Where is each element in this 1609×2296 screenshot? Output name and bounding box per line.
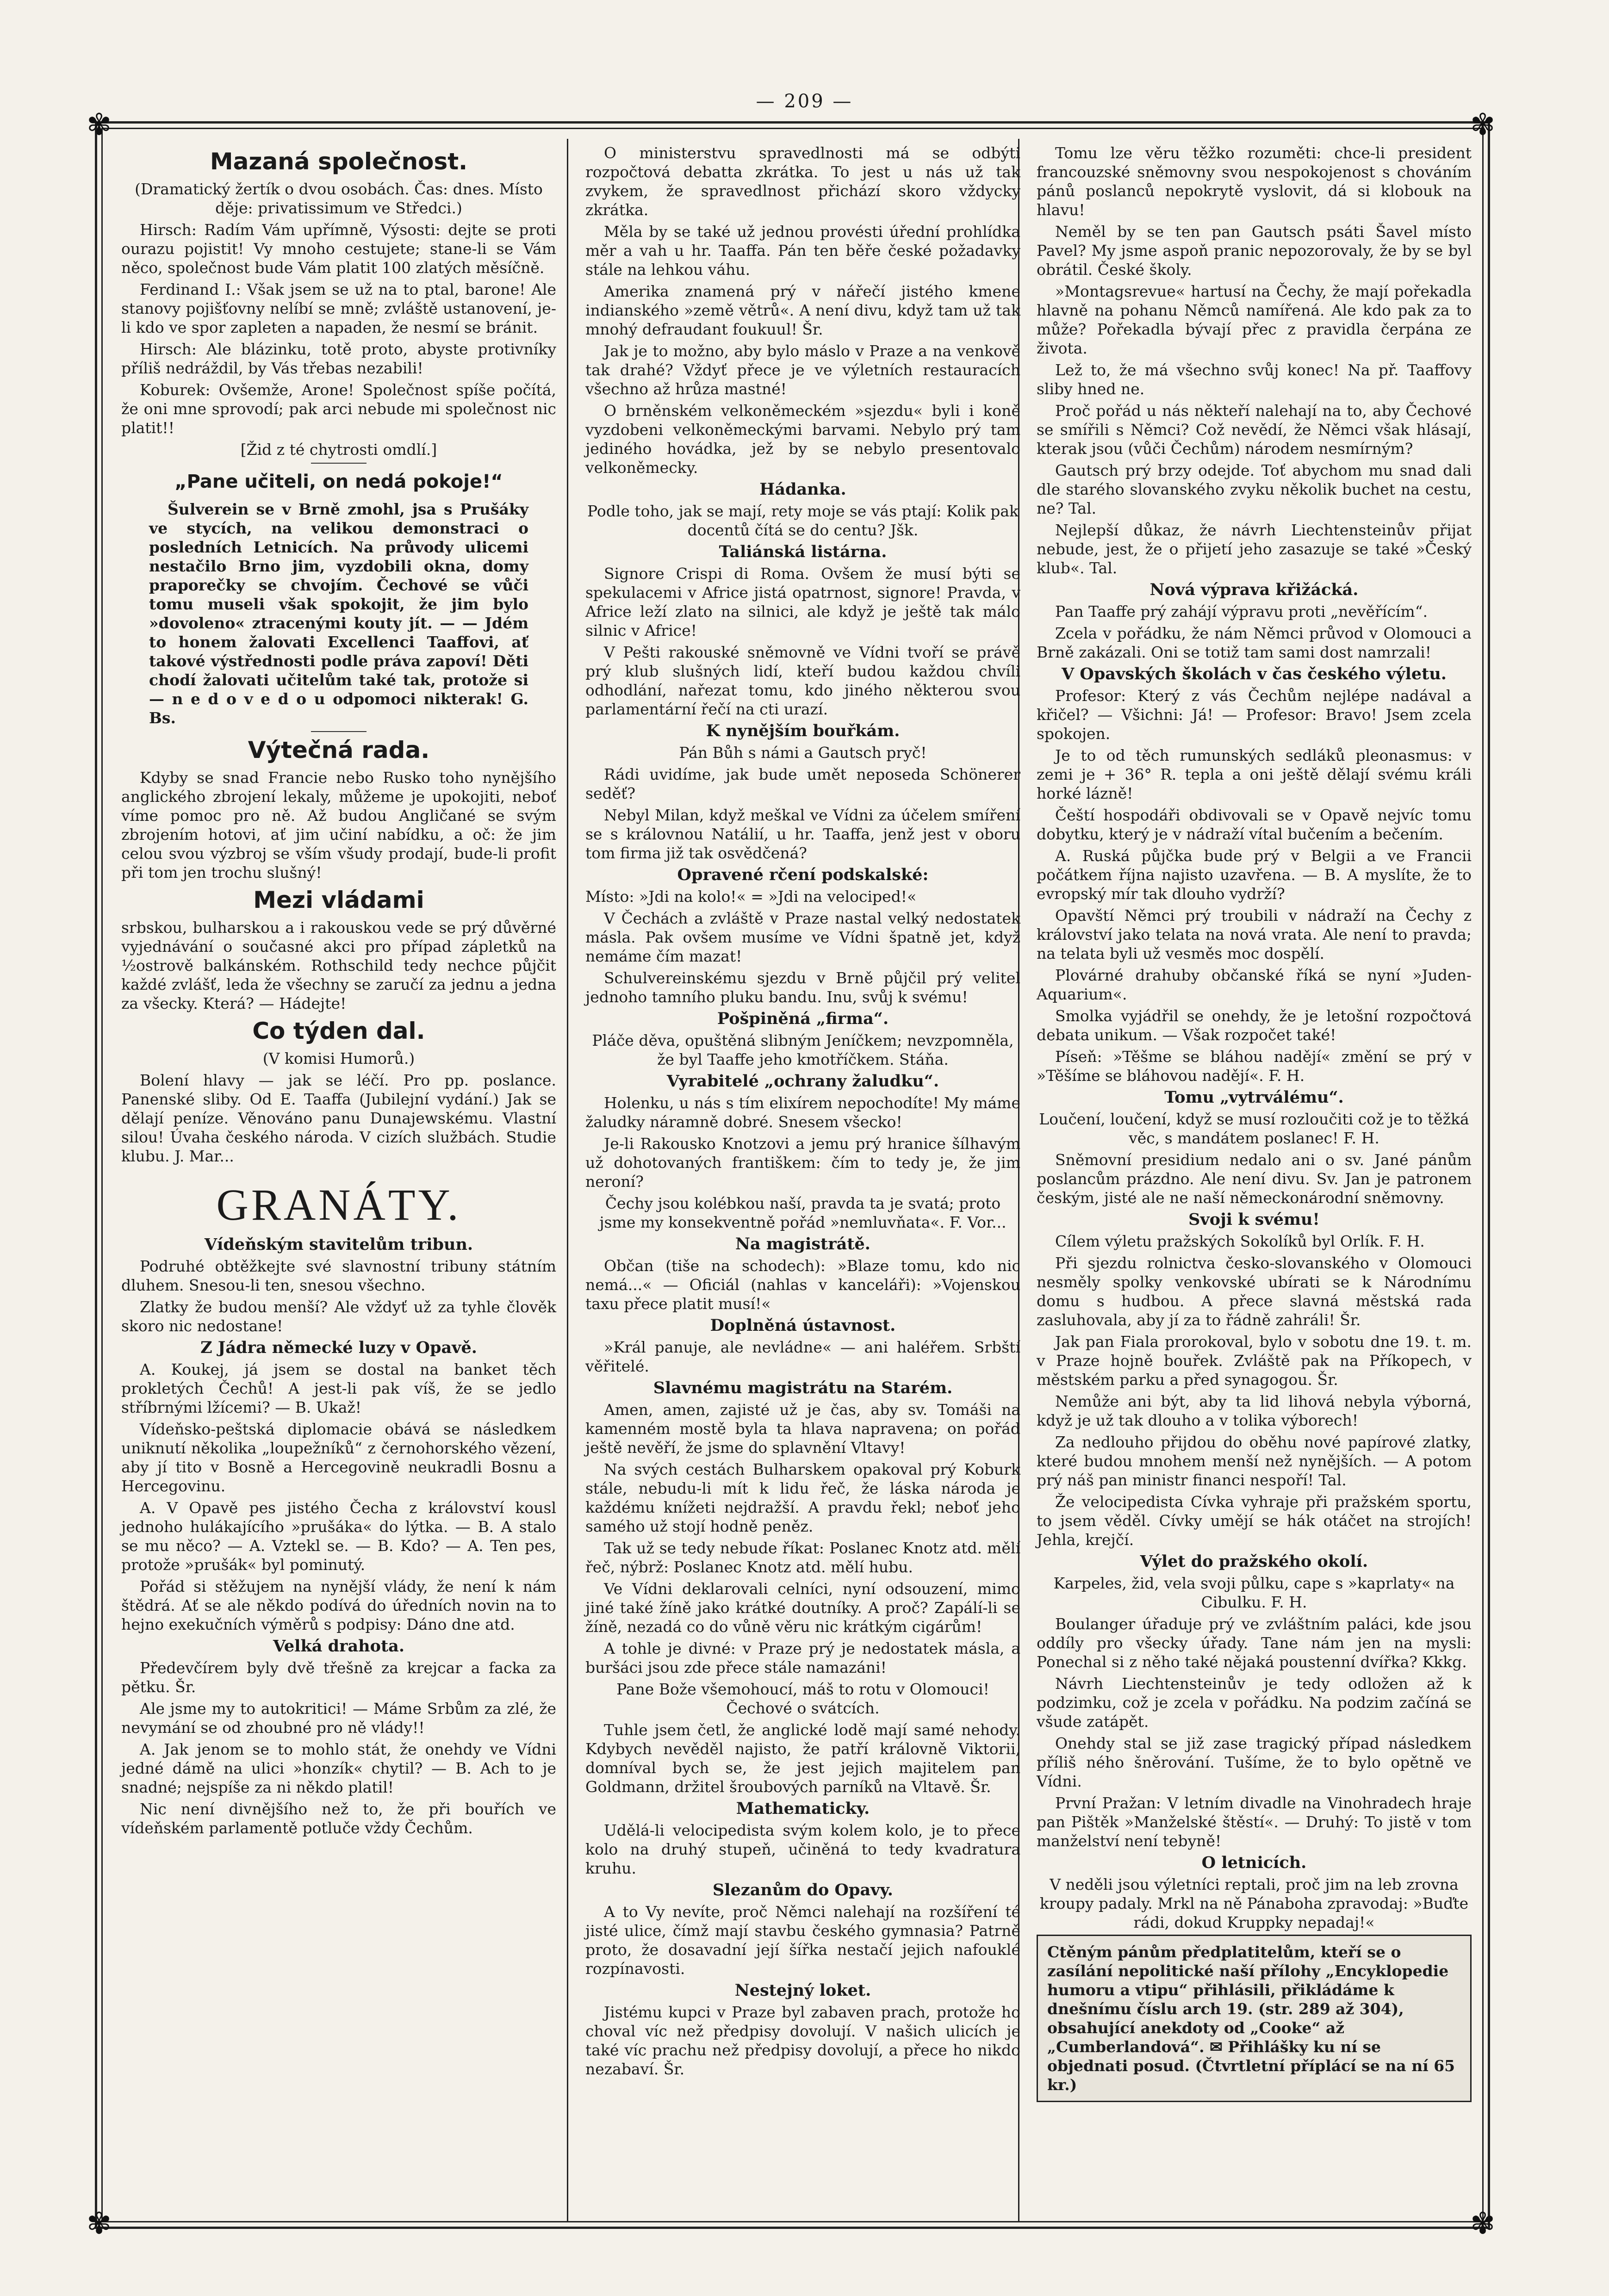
poem: Pane Bože všemohoucí, máš to rotu v Olomouci! Čechové o svátcích. [616, 1680, 989, 1717]
paragraph: »Montagsrevue« hartusí na Čechy, že mají pořekadla hlavně na pohanu Němců namířená. Ale kdo pak za to může? Pořekadla bývají přec z pravidla čerpána ze života. [1037, 282, 1472, 357]
paragraph: Ale jsme my to autokritici! — Máme Srbům za zlé, že nevymání se od zhoubné pro ně vlády!! [121, 1700, 556, 1737]
paragraph: Gautsch prý brzy odejde. Toť abychom mu snad dali dle starého slovanského zvyku několik buchet na cestu, ne? Tal. [1037, 461, 1472, 517]
paragraph: Ve Vídni deklarovali celníci, nyní odsouzení, mimo jiné také žíně jako krátké doutníky. A proč? Zapálí-li se žíně, nezadá co do vůně věru nic krátkým cigárům! [585, 1580, 1020, 1636]
poem: Loučení, loučení, když se musí rozloučiti což je to těžká věc, s mandátem poslanec! F. H. [1039, 1110, 1469, 1147]
paragraph: Amerika znamená prý v nářečí jistého kmene indianského »země větrů«. A není divu, když tam už tak mnohý defraudant foukuul! Šr. [585, 282, 1020, 338]
paragraph: Bolení hlavy — jak se léčí. Pro pp. poslance. Panenské sliby. Od E. Taaffa (Jubilejní vydání.) Jak se dělají peníze. Věnováno panu Dunajewskému. Vlastní silou! Úvaha českého národa. V cizích službách. Studie klubu. J. Mar... [121, 1071, 556, 1165]
paragraph: Občan (tiše na schodech): »Blaze tomu, kdo nic nemá...« — Oficiál (nahlas v kanceláři): »Vojenskou taxu přece platit musí!« [585, 1257, 1020, 1313]
column-1 [121, 143, 556, 1840]
paragraph: Amen, amen, zajisté už je čas, aby sv. Tomáši na kamenném mostě byla ta hlava napravena; on pořád ještě nevěří, že jsme do splavnění Vltavy! [585, 1401, 1020, 1457]
article-heading: Výtečná rada. [248, 737, 430, 763]
paragraph: srbskou, bulharskou a i rakouskou vede se prý důvěrné vyjednávání o současné akci pro případ zápletků na ⅟₂ostrově balkánském. Rothschild tedy nechce půjčit každé zvlášť, leda že všechny se zaručí za jednu a jedna za všecky. Která? — Hádejte! [121, 918, 556, 1012]
paragraph: A. Ruská půjčka bude prý v Belgii a ve Francii počátkem října najisto uzavřena. — B. A myslíte, že to evropský mír tak dlouho vydrží? [1037, 847, 1472, 903]
paragraph: O ministerstvu spravedlnosti má se odbýti rozpočtová debatta zkrátka. To jest u nás už tak zvykem, že spravedlnost přichází skoro vždycky zkrátka. [585, 144, 1020, 219]
paragraph: Jistému kupci v Praze byl zabaven prach, protože ho choval víc než předpisy dovolují. V našich ulicích je také víc prachu než předpisy dovolují, a přece ho nikdo nezabaví. Šr. [585, 2003, 1020, 2078]
paragraph: Hirsch: Radím Vám upřímně, Výsosti: dejte se proti ourazu pojistit! Vy mnoho cestujete; stane-li se Vám něco, společnost bude Vám platit 100 zlatých měsíčně. [121, 221, 556, 277]
paragraph: A. Jak jenom se to mohlo stát, že onehdy ve Vídni jedné dámě na ulici »honzík« chytil? — B. Ach to je snadné; nejspíše za ni někdo platil! [121, 1740, 556, 1796]
poem: Šulverein se v Brně zmohl, jsa s Prušáky ve stycích, na velikou demonstraci o posledních Letnicích. Na průvody ulicemi nestačilo Brno jim, vyzdobili okna, domy praporečky se chvojím. Čechové se vůči tomu museli však spokojit, že jim bylo »dovoleno« ztracenými kouty jít. — — Jdém to honem žalovati Excellenci Taaffovi, ať takové výstřednosti podle práva zapoví! Děti chodí žalovati učitelům také tak, protože si — n e d o v e d o u odpomoci nikterak! G. Bs. [149, 500, 528, 727]
poem: Čechy jsou kolébkou naší, pravda ta je svatá; proto jsme my konsekventně pořád »nemluvňata«. F. Vor... [599, 1194, 1006, 1231]
article-heading: Slavnému magistrátu na Starém. [653, 1378, 953, 1397]
paragraph: V Čechách a zvláště v Praze nastal velký nedostatek másla. Pak ovšem musíme ve Vídni špatně jet, když nemáme čím mazat! [585, 909, 1020, 965]
paragraph: A tohle je divné: v Praze prý je nedostatek másla, a buršáci jsou zde přece stále namazáni! [585, 1639, 1020, 1676]
section-title: GRANÁTY. [216, 1180, 461, 1229]
poem: Podle toho, jak se mají, rety moje se vás ptají: Kolik pak docentů čítá se do centu? Jšk. [587, 502, 1019, 539]
poem: Karpeles, žid, vela svoji půlku, cape s »kaprlaty« na Cibulku. F. H. [1053, 1574, 1455, 1611]
paragraph: Holenku, u nás s tím elixírem nepochodíte! My máme žaludky náramně dobré. Snesem všecko! [585, 1094, 1020, 1131]
paragraph: Pořád si stěžujem na nynější vlády, že není k nám štědrá. Ať se ale někdo podívá do úředních novin na to hejno exekučních výměrů s podpisy: Dáno dne atd. [121, 1577, 556, 1633]
article-subheading: (V komisi Humorů.) [262, 1049, 415, 1067]
paragraph: Lež to, že má všechno svůj konec! Na př. Taaffovy sliby hned ne. [1037, 361, 1472, 398]
article-heading: K nynějším bouřkám. [706, 721, 900, 740]
article-heading: Výlet do pražského okolí. [1140, 1552, 1368, 1571]
article-heading: Z Jádra německé luzy v Opavě. [200, 1338, 477, 1357]
paragraph: Předevčírem byly dvě třešně za krejcar a facka za pětku. Šr. [121, 1659, 556, 1696]
paragraph: Při sjezdu rolnictva česko-slovanského v Olomouci nesměly spolky venkovské ubírati se k Národnímu domu s hudbou. A přece slavná městská rada zasluhovala, aby jí za to řádně zahráli! Šr. [1037, 1254, 1472, 1329]
paragraph: Udělá-li velocipedista svým kolem kolo, je to přece kolo na druhý stupeň, učiněná to tedy kvadratura kruhu. [585, 1821, 1020, 1877]
paragraph: Návrh Liechtensteinův je tedy odložen až k podzimku, což je zcela v pořádku. Na podzim začíná se všude zatápět. [1037, 1675, 1472, 1731]
paragraph: Nejlepší důkaz, že návrh Liechtensteinův přijat nebude, jest, že o přijetí jeho zasazuje se také »Český klub«. Tal. [1037, 521, 1472, 577]
subscriber-notice: Ctěným pánům předplatitelům, kteří se o zasílání nepolitické naší přílohy „Encyklopedie humoru a vtipu“ přihlásili, přikládáme k dnešnímu číslu arch 19. (str. 289 až 304), obsahující anekdoty od „Cooke“ až „Cumberlandová“. ✉ Přihlášky ku ní se objednati posud. (Čtvrtletní příplácí se na ní 65 kr.) [1037, 1935, 1472, 2102]
paragraph: Zlatky že budou menší? Ale vždyť už za tyhle člověk skoro nic nedostane! [121, 1298, 556, 1335]
paragraph: Je to od těch rumunských sedláků pleonasmus: v zemi je + 36° R. tepla a oni ještě dělají svému králi horké lázně! [1037, 746, 1472, 802]
article-heading: Pošpiněná „firma“. [717, 1009, 889, 1028]
paragraph: Je-li Rakousko Knotzovi a jemu prý hranice šílhavým už dohotovaných františkem: čím to tedy je, že jim neroní? [585, 1135, 1020, 1191]
paragraph: Ferdinand I.: Však jsem se už na to ptal, barone! Ale stanovy pojišťovny nelíbí se mně; zvláště ustanovení, je-li kdo ve spor zapleten a napaden, že nesmí se bránit. [121, 280, 556, 336]
column-rule [567, 139, 568, 2221]
paragraph: [Žid z té chytrosti omdlí.] [240, 441, 437, 459]
article-heading: V Opavských školách v čas českého výletu. [1062, 664, 1447, 683]
paragraph: A to Vy nevíte, proč Němci nalehají na rozšíření té jisté ulice, čímž mají stavbu českého gymnasia? Patrně proto, že dosavadní její šířka nestačí jejich nafouklé rozpínavosti. [585, 1903, 1020, 1978]
paragraph: Cílem výletu pražských Sokolíků byl Orlík. F. H. [1055, 1232, 1425, 1250]
paragraph: Plovárné drahuby občanské říká se nyní »Juden-Aquarium«. [1037, 966, 1472, 1003]
paragraph: Rádi uvidíme, jak bude umět neposeda Schönerer seděť? [585, 765, 1020, 802]
paragraph: Měla by se také už jednou provésti úřední prohlídka měr a vah u hr. Taaffa. Pán ten běře české požadavky stále na lehkou váhu. [585, 223, 1020, 279]
column-2 [585, 143, 1020, 2081]
column-3 [1037, 143, 1472, 2102]
article-heading: Svoji k svému! [1188, 1210, 1320, 1229]
paragraph: Boulanger úřaduje prý ve zvláštním paláci, kde jsou oddíly pro všecky úřady. Tane nám jen na mysli: Ponechal si z něho také nějaká poustenní dvířka? Kkkg. [1037, 1615, 1472, 1671]
paragraph: Jak je to možno, aby bylo máslo v Praze a na venkově tak drahé? Vždyť přece je ve výletních restauracích všechno až hrůza mastné! [585, 342, 1020, 398]
paragraph: Neměl by se ten pan Gautsch psáti Šavel místo Pavel? My jsme aspoň pranic nepozorovaly, že by se byl obrátil. České školy. [1037, 223, 1472, 279]
paragraph: Koburek: Ovšemže, Arone! Společnost spíše počítá, že oni mne sprovodí; pak arci nebude mi společnost nic platit!! [121, 381, 556, 437]
paragraph: Opavští Němci prý troubili v nádraží na Čechy z království jako telata na nová vrata. Ale není to pravda; na telata byli už vesměs moc dospělí. [1037, 906, 1472, 962]
corner-ornament-icon: ✾ [1470, 108, 1495, 142]
paragraph: První Pražan: V letním divadle na Vinohradech hraje pan Pištěk »Manželské štěstí«. — Druhý: To jistě v tom manželství není tebyně! [1037, 1794, 1472, 1850]
article-heading: Nestejný loket. [734, 1981, 871, 2000]
paragraph: Jak pan Fiala prorokoval, bylo v sobotu dne 19. t. m. v Praze hojně bouřek. Zvláště pak na Příkopech, v městském parku a před synagogou. Šr. [1037, 1333, 1472, 1389]
poem: V neděli jsou výletníci reptali, proč jim na leb zrovna kroupy padaly. Mrkl na ně Pánaboha zpravodaj: »Buďte rádi, dokud Kruppky nepadaj!« [1039, 1875, 1469, 1931]
article-heading: Taliánská listárna. [719, 542, 887, 561]
article-heading: Na magistrátě. [735, 1235, 870, 1253]
paragraph: Za nedlouho přijdou do oběhu nové papírové zlatky, které budou mnohem menší než nynějších. — A potom prý náš pan ministr financi nespoří! Tal. [1037, 1433, 1472, 1489]
paragraph: Kdyby se snad Francie nebo Rusko toho nynějšího anglického zbrojení lekaly, můžeme je upokojiti, neboť víme pomoc pro ně. Až budou Angličané se svým zbrojením hotovi, ať jim učiní nabídku, a oč: že jim celou svou výzbroj se vším všudy prodají, bude-li profit při tom jen trochu slušný! [121, 769, 556, 881]
paragraph: »Král panuje, ale nevládne« — ani haléřem. Srbští věřitelé. [585, 1338, 1020, 1375]
paragraph: Proč pořád u nás někteří nalehají na to, aby Čechové se smířili s Němci? Což nevědí, že Němci však hlásají, kterak jsou (vůči Čechům) národem nesmírným? [1037, 402, 1472, 458]
article-heading: „Pane učiteli, on nedá pokoje!“ [174, 471, 503, 492]
corner-ornament-icon: ✾ [87, 108, 112, 142]
paragraph: Nebyl Milan, když meškal ve Vídni za účelem smíření se s královnou Natálií, u hr. Taaffa, jenž jest v oboru tom firma již tak osvědčená? [585, 806, 1020, 862]
article-heading: O letnicích. [1201, 1853, 1307, 1872]
article-heading: Opravené rčení podskalské: [677, 865, 929, 884]
paragraph: Zcela v pořádku, že nám Němci průvod v Olomouci a Brně zakázali. Oni se totiž tam sami dost namrzali! [1037, 624, 1472, 661]
paragraph: Čeští hospodáři obdivovali se v Opavě nejvíc tomu dobytku, který je v nádraží vítal bučením a bečením. [1037, 806, 1472, 843]
paragraph: Na svých cestách Bulharskem opakoval prý Koburk stále, nebudu-li mít k lidu řeč, že láska národa je každému knížeti nejdražší. A pravdu řekl; neboť jeho samého už stojí hodně peněz. [585, 1460, 1020, 1535]
article-heading: Vídeňským stavitelům tribun. [204, 1235, 473, 1254]
paragraph: Nic není divnějšího než to, že při bouřích ve vídeňském parlamentě potluče vždy Čechům. [121, 1800, 556, 1837]
paragraph: Píseň: »Těšme se bláhou nadějí« změní se prý v »Těšíme se bláhovou nadějí«. F. H. [1037, 1048, 1472, 1085]
paragraph: Tomu lze věru těžko rozuměti: chce-li president francouzské sněmovny svou nespokojenost s chováním pánů poslanců nepokrytě vyslovit, dá si klobouk na hlavu! [1037, 144, 1472, 219]
paragraph: Schulvereinskému sjezdu v Brně půjčil prý velitel jednoho tamního pluku bandu. Inu, svůj k svému! [585, 969, 1020, 1006]
paragraph: Tak už se tedy nebude říkat: Poslanec Knotz atd. mělí řeč, nýbrž: Poslanec Knotz atd. mělí hubu. [585, 1539, 1020, 1576]
paragraph: V Pešti rakouské sněmovně ve Vídni tvoří se právě prý klub slušných lidí, kteří budou každou chvíli odhodlání, nařezat tomu, kdo jiného některou svou parlamentární řečí na cti urazí. [585, 643, 1020, 718]
divider [311, 463, 367, 464]
corner-ornament-icon: ✾ [1470, 2207, 1495, 2241]
article-heading: Nová výprava křižácká. [1149, 580, 1359, 599]
divider [311, 731, 367, 732]
paragraph: Onehdy stal se již zase tragický případ následkem příliš ného šněrování. Tušíme, že to bylo opětně ve Vídni. [1037, 1734, 1472, 1790]
corner-ornament-icon: ✾ [87, 2207, 112, 2241]
article-heading: Mazaná společnost. [210, 148, 468, 175]
paragraph: A. V Opavě pes jistého Čecha z království kousl jednoho hulákajícího »prušáka« do lýtka. — B. A stalo se mu něco? — A. Vztekl se. — B. Kdo? — A. Ten pes, protože »prušák« byl pominutý. [121, 1499, 556, 1574]
paragraph: Sněmovní presidium nedalo ani o sv. Jané pánům poslancům prázdno. Ale není divu. Sv. Jan je patronem českým, jisté ale ne naší německonárodní sněmovny. [1037, 1151, 1472, 1207]
paragraph: Tuhle jsem četl, že anglické lodě mají samé nehody. Kdybych nevěděl najisto, že patří královně Viktorii, domníval bych se, že jest jejich majitelem pan Goldmann, držitel šroubových parníků na Vltavě. Šr. [585, 1721, 1020, 1796]
article-heading: Slezanům do Opavy. [713, 1880, 893, 1899]
article-heading: Co týden dal. [252, 1018, 425, 1044]
article-subheading: (Dramatický žertík o dvou osobách. Čas: dnes. Místo děje: privatissimum ve Středci.) [135, 180, 543, 217]
article-heading: Doplněná ústavnost. [710, 1316, 896, 1335]
article-heading: Velká drahota. [273, 1637, 405, 1656]
paragraph: O brněnském velkoněmeckém »sjezdu« byli i koně vyzdobeni velkoněmeckými barvami. Nebylo prý tam jediného hovádka, jež by se nebylo presentovalo velkoněmecky. [585, 402, 1020, 477]
article-heading: Tomu „vytrválému“. [1164, 1088, 1344, 1107]
paragraph: Podruhé obtěžkejte své slavnostní tribuny státním dluhem. Snesou-li ten, snesou všechno. [121, 1257, 556, 1294]
paragraph: A. Koukej, já jsem se dostal na banket těch prokletých Čechů! A jest-li pak víš, že se jedlo stříbrnými lžícemi? — B. Ukaž! [121, 1360, 556, 1416]
article-heading: Mezi vládami [253, 887, 424, 913]
paragraph: Pán Bůh s námi a Gautsch pryč! [679, 744, 927, 762]
paragraph: Pan Taaffe prý zahájí výpravu proti „nevěřícím“. [1055, 602, 1428, 621]
article-heading: Hádanka. [759, 480, 846, 499]
paragraph: Signore Crispi di Roma. Ovšem že musí býti se spekulacemi v Africe jistá opatrnost, signore! Pravda, v Africe leží zlato na silnici, ale když je ještě tak málo silnic v Africe! [585, 565, 1020, 639]
paragraph: Smolka vyjádřil se onehdy, že je letošní rozpočtová debata unikum. — Však rozpočet také! [1037, 1007, 1472, 1044]
poem: Pláče děva, opuštěná slibným Jeníčkem; nevzpomněla, že byl Taaffe jeho kmotříčkem. Stáňa. [592, 1031, 1014, 1068]
article-heading: Vyrabitelé „ochrany žaludku“. [666, 1072, 939, 1091]
paragraph: Že velocipedista Cívka vyhraje při pražském sportu, to jsem věděl. Cívky umějí se hák otáčet na strojích! Jehla, krejčí. [1037, 1493, 1472, 1549]
paragraph: Místo: »Jdi na kolo!« = »Jdi na velociped!« [585, 887, 917, 906]
page-number: — 209 — [756, 91, 853, 112]
article-heading: Mathematicky. [736, 1799, 870, 1818]
paragraph: Vídeňsko-peštská diplomacie obává se následkem uniknutí několika „loupežníků“ z černohorského vězení, aby jí tito v Bosně a Hercegovině neukradli Bosnu a Hercegovinu. [121, 1420, 556, 1495]
paragraph: Profesor: Který z vás Čechům nejlépe nadával a křičel? — Všichni: Já! — Profesor: Bravo! Jsem zcela spokojen. [1037, 687, 1472, 743]
paragraph: Hirsch: Ale blázinku, totě proto, abyste protivníky příliš nedráždil, by Vás třebas nezabili! [121, 340, 556, 377]
paragraph: Nemůže ani být, aby ta lid lihová nebyla výborná, když je už tak dlouho a v tolika výborech! [1037, 1392, 1472, 1429]
